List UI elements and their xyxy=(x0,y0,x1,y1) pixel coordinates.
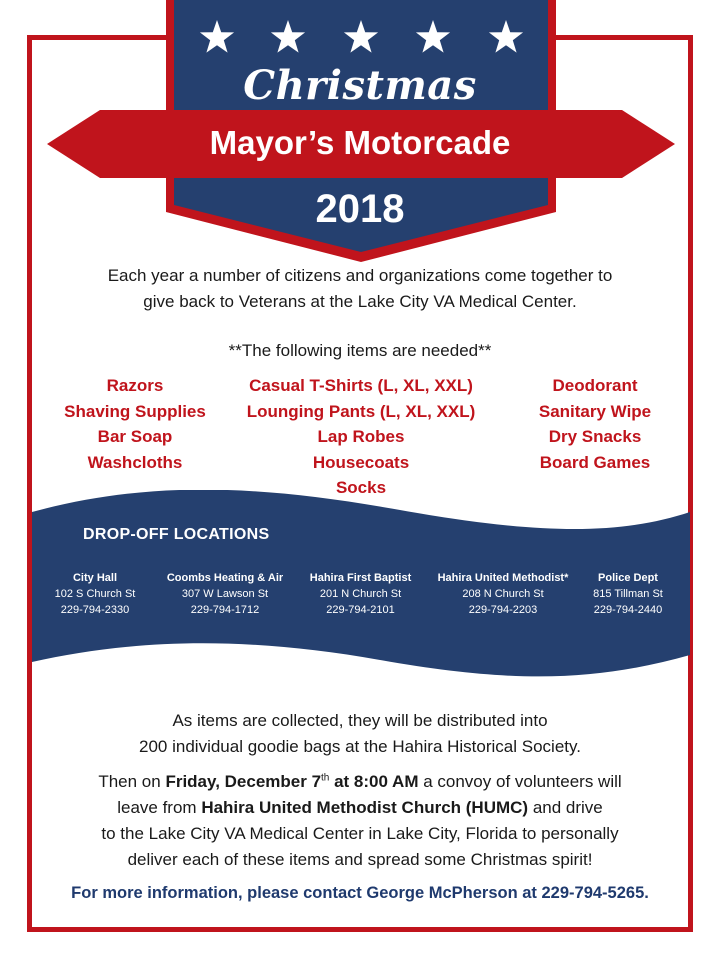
list-item: Lap Robes xyxy=(317,427,405,447)
paragraph-line xyxy=(40,769,680,795)
event-time: at 8:00 AM xyxy=(329,772,419,791)
items-list-middle xyxy=(236,373,486,501)
location-phone: 229-794-1712 xyxy=(190,604,260,616)
list-item: Sanitary Wipe xyxy=(538,401,652,421)
location-address: 201 N Church St xyxy=(319,588,402,600)
list-item: Dry Snacks xyxy=(548,427,642,447)
list-item: Housecoats xyxy=(312,452,410,472)
location-phone: 229-794-2101 xyxy=(326,604,395,616)
location-united-methodist xyxy=(428,570,578,618)
location-phone: 229-794-2203 xyxy=(468,604,538,616)
location-name: Hahira United Methodist* xyxy=(437,572,569,584)
list-item: Razors xyxy=(106,376,164,395)
date-suffix: th xyxy=(321,772,330,784)
location-address: 102 S Church St xyxy=(54,588,136,600)
location-address: 815 Tillman St xyxy=(593,588,663,600)
list-item: Deodorant xyxy=(552,376,638,395)
paragraph-line: to the Lake City VA Medical Center in Lake City, Florida to personally xyxy=(101,824,619,843)
intro-line-1: Each year a number of citizens and organizations come together to xyxy=(107,266,613,285)
text-span: and drive xyxy=(528,798,603,817)
text-span: Then on xyxy=(98,772,166,791)
needed-heading: **The following items are needed** xyxy=(228,341,492,360)
paragraph-line: As items are collected, they will be distributed into xyxy=(172,711,548,730)
convoy-paragraph xyxy=(40,769,680,873)
list-item: Casual T-Shirts (L, XL, XXL) xyxy=(249,376,473,395)
list-item: Lounging Pants (L, XL, XXL) xyxy=(246,401,476,421)
location-name: Hahira First Baptist xyxy=(309,572,412,584)
location-first-baptist xyxy=(298,570,423,618)
location-address: 307 W Lawson St xyxy=(181,588,269,600)
list-item: Bar Soap xyxy=(97,427,173,447)
paragraph-line: deliver each of these items and spread some Christmas spirit! xyxy=(127,850,593,869)
list-item: Shaving Supplies xyxy=(64,401,206,421)
text-span: a convoy of volunteers will xyxy=(418,772,622,791)
list-item: Board Games xyxy=(539,452,651,472)
location-name: Police Dept xyxy=(598,572,658,584)
dropoff-heading: DROP-OFF LOCATIONS xyxy=(83,526,270,543)
contact-info: For more information, please contact George McPherson at 229-794-5265. xyxy=(71,884,649,902)
church-name: Hahira United Methodist Church (HUMC) xyxy=(201,798,529,817)
paragraph-line xyxy=(40,795,680,821)
location-phone: 229-794-2440 xyxy=(593,604,663,616)
location-city-hall xyxy=(50,570,140,618)
list-item: Washcloths xyxy=(87,452,183,472)
paragraph-line: 200 individual goodie bags at the Hahira Historical Society. xyxy=(139,737,581,756)
location-coombs xyxy=(160,570,290,618)
location-name: Coombs Heating & Air xyxy=(166,572,284,584)
location-police-dept xyxy=(583,570,673,618)
distribution-paragraph xyxy=(50,708,670,760)
header-year: 2018 xyxy=(315,187,405,231)
intro-line-2: give back to Veterans at the Lake City VA Medical Center. xyxy=(143,292,577,311)
header-script-title: Christmas xyxy=(243,62,477,109)
header-main-title: Mayor’s Motorcade xyxy=(209,124,511,161)
list-item: Socks xyxy=(335,478,387,498)
text-span: leave from xyxy=(117,798,202,817)
location-address: 208 N Church St xyxy=(462,588,544,600)
location-name: City Hall xyxy=(72,572,117,584)
items-list-right xyxy=(500,373,690,475)
location-phone: 229-794-2330 xyxy=(60,604,130,616)
items-list-left xyxy=(40,373,230,475)
event-date: Friday, December 7 xyxy=(165,772,322,791)
intro-text xyxy=(50,263,670,315)
